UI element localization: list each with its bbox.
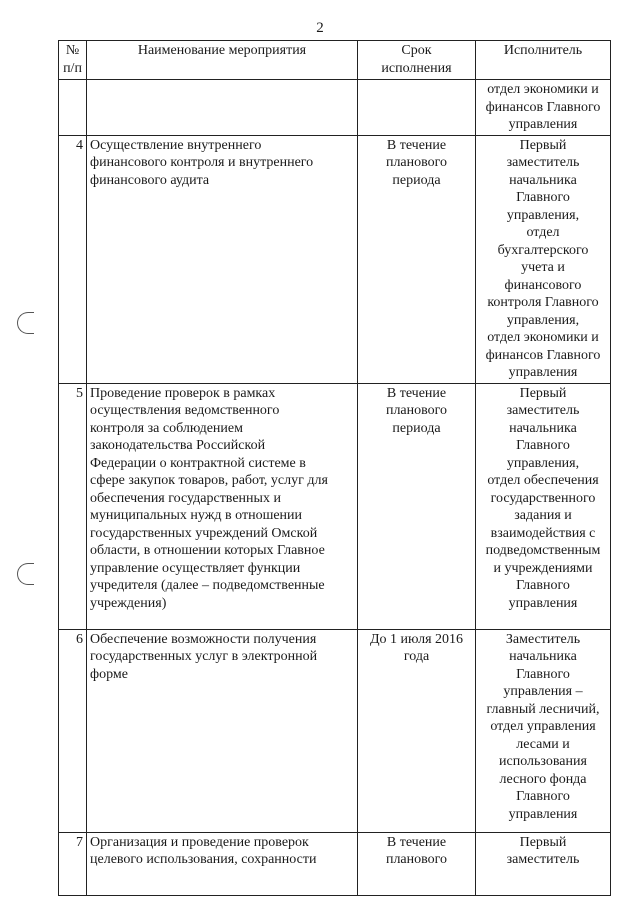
row-number [59, 80, 87, 136]
measure-term: В течение планового периода [358, 383, 476, 629]
measure-name: Проведение проверок в рамках осуществления ведомственного контроля за соблюдением законодательства Российской Федерации о контрактной системе в сфере закупок товаров, работ, услуг для обеспечения государственных и муниципальных нужд в отношении государственных учреждений Омской области, в отношении которых Главное управление осуществляет функции учредителя (далее – подведомственные учреждения) [87, 383, 358, 629]
table-row [59, 80, 611, 136]
row-number: 6 [59, 629, 87, 832]
header-number: № п/п [59, 41, 87, 80]
header-term: Срок исполнения [358, 41, 476, 80]
row-number: 5 [59, 383, 87, 629]
punch-hole-mark [17, 312, 34, 334]
header-executor: Исполнитель [476, 41, 611, 80]
measure-executor: отдел экономики и финансов Главного управления [476, 80, 611, 136]
measure-term: В течение планового периода [358, 135, 476, 383]
measure-term: В течение планового [358, 832, 476, 895]
measure-executor: Заместитель начальника Главного управления – главный лесничий, отдел управления лесами и использования лесного фонда Главного управления [476, 629, 611, 832]
table-row [59, 832, 611, 895]
page-number: 2 [316, 20, 324, 36]
measure-name [87, 80, 358, 136]
measure-name: Обеспечение возможности получения государственных услуг в электронной форме [87, 629, 358, 832]
measures-table [58, 40, 611, 896]
punch-hole-mark [17, 563, 34, 585]
row-number: 4 [59, 135, 87, 383]
measure-name: Организация и проведение проверок целевого использования, сохранности [87, 832, 358, 895]
table-header-row [59, 41, 611, 80]
header-measure-name: Наименование мероприятия [87, 41, 358, 80]
table-row [59, 383, 611, 629]
measure-term [358, 80, 476, 136]
measure-name: Осуществление внутреннего финансового контроля и внутреннего финансового аудита [87, 135, 358, 383]
measure-executor: Первый заместитель начальника Главного управления, отдел обеспечения государственного задания и взаимодействия с подведомственным и учреждениями Главного управления [476, 383, 611, 629]
measure-executor: Первый заместитель [476, 832, 611, 895]
measure-executor: Первый заместитель начальника Главного управления, отдел бухгалтерского учета и финансового контроля Главного управления, отдел экономики и финансов Главного управления [476, 135, 611, 383]
table-row [59, 629, 611, 832]
table-row [59, 135, 611, 383]
measure-term: До 1 июля 2016 года [358, 629, 476, 832]
row-number: 7 [59, 832, 87, 895]
